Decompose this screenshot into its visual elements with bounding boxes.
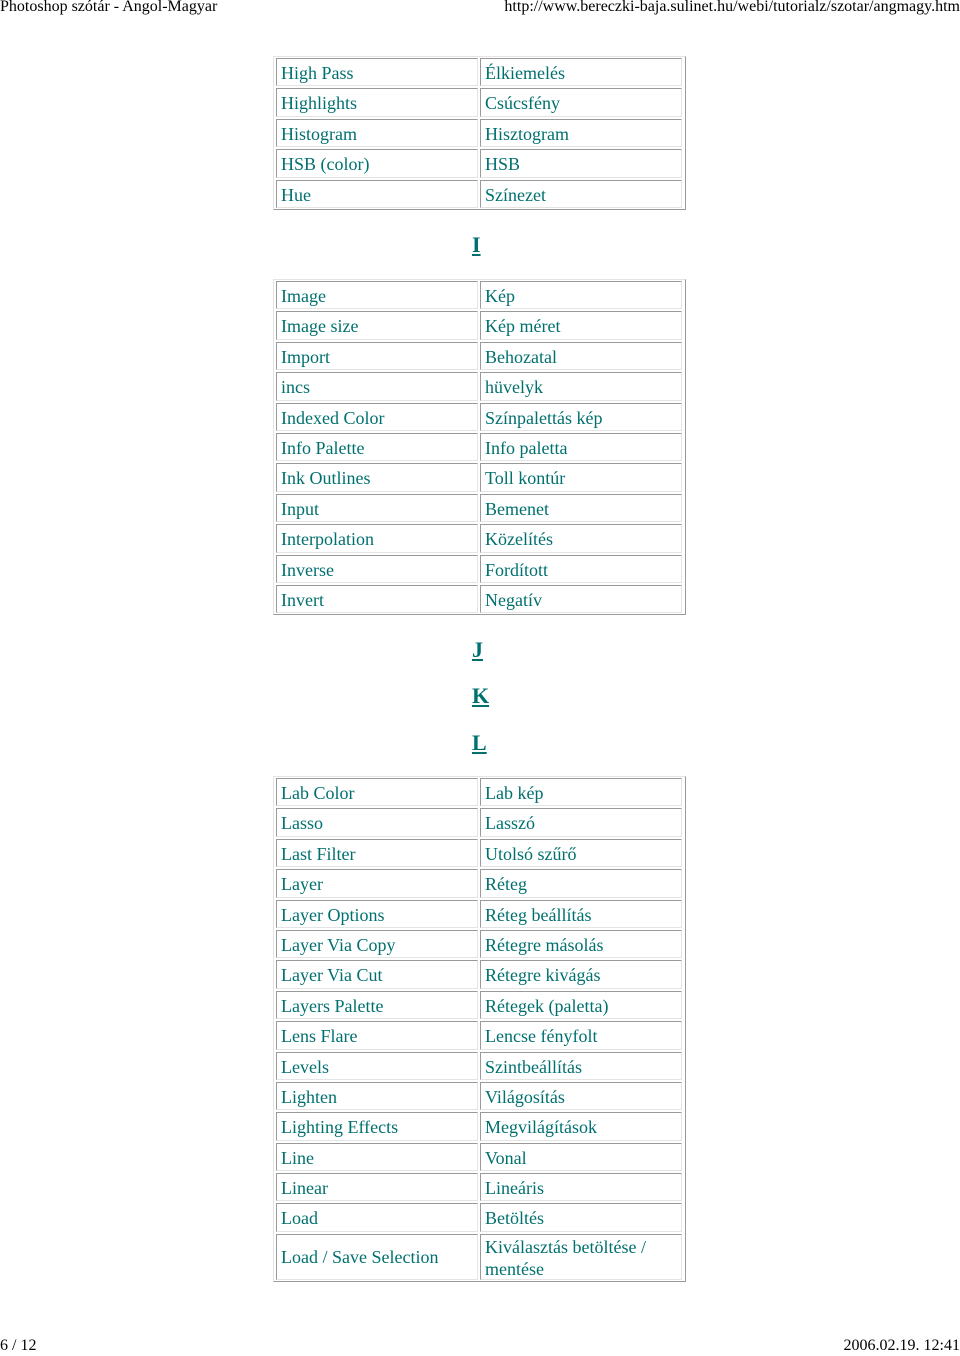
table-row	[276, 1143, 683, 1171]
page-footer	[0, 1336, 960, 1356]
hungarian-term: Toll kontúr	[480, 463, 682, 491]
hungarian-term: Utolsó szűrő	[480, 839, 682, 867]
table-row	[276, 839, 683, 867]
table-row	[276, 1082, 683, 1110]
table-row	[276, 808, 683, 836]
hungarian-term: Színezet	[480, 180, 682, 208]
table-row	[276, 1021, 683, 1049]
hungarian-term: Bemenet	[480, 494, 682, 522]
table-row	[276, 930, 683, 958]
table-row	[276, 1234, 683, 1280]
english-term: Layers Palette	[276, 991, 478, 1019]
english-term: Image size	[276, 311, 478, 339]
hungarian-term: Lab kép	[480, 778, 682, 806]
table-row	[276, 372, 683, 400]
page-number: 6 / 12	[0, 1337, 37, 1354]
table-row	[276, 58, 683, 86]
letter-link-j[interactable]: J	[472, 637, 483, 662]
table-row	[276, 281, 683, 309]
document-title: Photoshop szótár - Angol-Magyar	[0, 0, 218, 15]
english-term: Import	[276, 342, 478, 370]
document-url: http://www.bereczki-baja.sulinet.hu/webi/tutorialz/szotar/angmagy.htm	[504, 0, 960, 15]
english-term: Input	[276, 494, 478, 522]
hungarian-term: Színpalettás kép	[480, 403, 682, 431]
english-term: Linear	[276, 1173, 478, 1201]
hungarian-term: Réteg	[480, 869, 682, 897]
table-row	[276, 1203, 683, 1231]
hungarian-term: Kép	[480, 281, 682, 309]
english-term: Lab Color	[276, 778, 478, 806]
table-row	[276, 403, 683, 431]
english-term: Lasso	[276, 808, 478, 836]
table-row	[276, 585, 683, 613]
letter-link-k[interactable]: K	[472, 683, 490, 708]
table-row	[276, 900, 683, 928]
hungarian-term: Betöltés	[480, 1203, 682, 1231]
english-term: Line	[276, 1143, 478, 1171]
english-term: Highlights	[276, 88, 478, 116]
hungarian-term: Kiválasztás betöltése / mentése	[480, 1234, 682, 1280]
print-datetime: 2006.02.19. 12:41	[843, 1337, 960, 1354]
hungarian-term: Közelítés	[480, 524, 682, 552]
table-row	[276, 311, 683, 339]
letter-link-l[interactable]: L	[472, 730, 487, 755]
hungarian-term: Szintbeállítás	[480, 1052, 682, 1080]
english-term: Interpolation	[276, 524, 478, 552]
hungarian-term: Rétegre kivágás	[480, 960, 682, 988]
hungarian-term: Behozatal	[480, 342, 682, 370]
hungarian-term: Megvilágítások	[480, 1112, 682, 1140]
table-row	[276, 1052, 683, 1080]
hungarian-term: HSB	[480, 149, 682, 177]
hungarian-term: Csúcsfény	[480, 88, 682, 116]
english-term: Histogram	[276, 119, 478, 147]
english-term: Indexed Color	[276, 403, 478, 431]
hungarian-term: Rétegre másolás	[480, 930, 682, 958]
hungarian-term: Info paletta	[480, 433, 682, 461]
table-row	[276, 555, 683, 583]
table-row	[276, 119, 683, 147]
hungarian-term: Negatív	[480, 585, 682, 613]
hungarian-term: Lineáris	[480, 1173, 682, 1201]
dictionary-table-i	[273, 279, 686, 615]
table-row	[276, 433, 683, 461]
english-term: Lighting Effects	[276, 1112, 478, 1140]
table-row	[276, 463, 683, 491]
english-term: Load	[276, 1203, 478, 1231]
hungarian-term: Lencse fényfolt	[480, 1021, 682, 1049]
english-term: Inverse	[276, 555, 478, 583]
english-term: incs	[276, 372, 478, 400]
english-term: Load / Save Selection	[276, 1234, 478, 1280]
english-term: Levels	[276, 1052, 478, 1080]
hungarian-term: Hisztogram	[480, 119, 682, 147]
english-term: Lighten	[276, 1082, 478, 1110]
english-term: Hue	[276, 180, 478, 208]
english-term: Layer Via Cut	[276, 960, 478, 988]
english-term: Image	[276, 281, 478, 309]
table-row	[276, 149, 683, 177]
english-term: HSB (color)	[276, 149, 478, 177]
english-term: Layer Options	[276, 900, 478, 928]
hungarian-term: Réteg beállítás	[480, 900, 682, 928]
letter-link-i[interactable]: I	[472, 232, 481, 257]
table-row	[276, 960, 683, 988]
dictionary-table-h	[273, 56, 686, 210]
hungarian-term: Rétegek (paletta)	[480, 991, 682, 1019]
english-term: Last Filter	[276, 839, 478, 867]
hungarian-term: Élkiemelés	[480, 58, 682, 86]
english-term: Layer	[276, 869, 478, 897]
table-row	[276, 524, 683, 552]
table-row	[276, 991, 683, 1019]
table-row	[276, 180, 683, 208]
english-term: Invert	[276, 585, 478, 613]
hungarian-term: Lasszó	[480, 808, 682, 836]
table-row	[276, 778, 683, 806]
page-header	[0, 0, 960, 17]
english-term: Ink Outlines	[276, 463, 478, 491]
table-row	[276, 1173, 683, 1201]
table-row	[276, 342, 683, 370]
table-row	[276, 869, 683, 897]
hungarian-term: Kép méret	[480, 311, 682, 339]
hungarian-term: hüvelyk	[480, 372, 682, 400]
dictionary-table-l	[273, 776, 686, 1282]
english-term: Layer Via Copy	[276, 930, 478, 958]
english-term: Lens Flare	[276, 1021, 478, 1049]
english-term: Info Palette	[276, 433, 478, 461]
table-row	[276, 88, 683, 116]
table-row	[276, 1112, 683, 1140]
table-row	[276, 494, 683, 522]
english-term: High Pass	[276, 58, 478, 86]
hungarian-term: Világosítás	[480, 1082, 682, 1110]
hungarian-term: Vonal	[480, 1143, 682, 1171]
hungarian-term: Fordított	[480, 555, 682, 583]
